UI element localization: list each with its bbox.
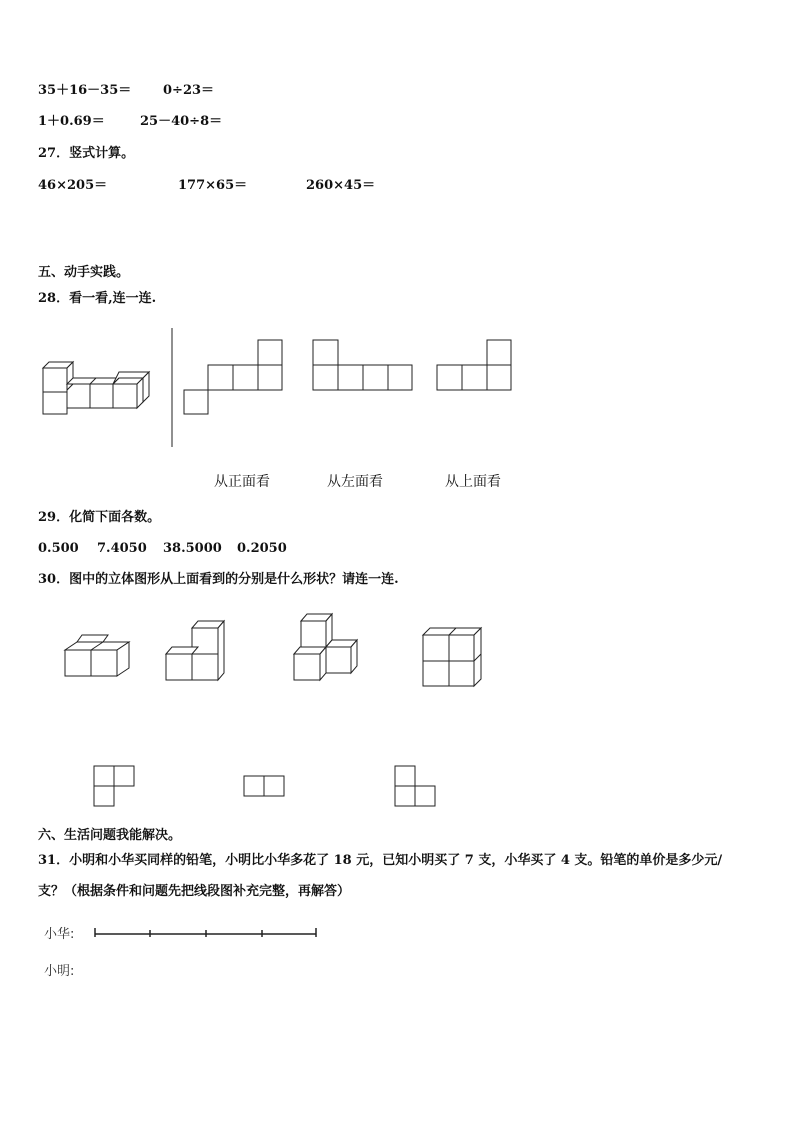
q29-title: 29．化简下面各数。	[38, 510, 161, 525]
q30-solid-3	[294, 614, 357, 680]
q29-num-2: 7.4050	[97, 541, 147, 556]
q30-shape-2	[244, 776, 284, 796]
calc-2b: 25－40÷8＝	[140, 114, 223, 129]
q27-item-2: 177×65＝	[178, 178, 248, 193]
view-top-label: 从上面看	[445, 474, 501, 490]
section5-heading: 五、动手实践。	[38, 265, 130, 280]
calc-1a: 35＋16－35＝	[38, 83, 132, 98]
q29-num-1: 0.500	[38, 541, 79, 556]
q30-shape-3	[395, 766, 435, 806]
q28-view-1	[184, 340, 282, 414]
view-front-label: 从正面看	[214, 474, 270, 490]
q28-view-3	[437, 340, 511, 390]
q30-solid-4	[423, 628, 481, 686]
q28-solid-figure	[43, 362, 149, 414]
calc-1b: 0÷23＝	[163, 83, 215, 98]
q30-title: 30．图中的立体图形从上面看到的分别是什么形状？请连一连.	[38, 572, 399, 587]
section6-heading: 六、生活问题我能解决。	[38, 828, 182, 843]
q28-title: 28．看一看,连一连.	[38, 291, 157, 306]
q30-shape-1	[94, 766, 134, 806]
q30-solid-2	[166, 621, 224, 680]
view-left-label: 从左面看	[327, 474, 383, 490]
label-xiaoming: 小明:	[44, 964, 75, 979]
q28-view-2	[313, 340, 412, 390]
xiaohua-segment	[95, 928, 316, 937]
q29-num-4: 0.2050	[237, 541, 287, 556]
q31-line2: 支？（根据条件和问题先把线段图补充完整，再解答）	[38, 884, 351, 899]
calc-2a: 1＋0.69＝	[38, 114, 105, 129]
label-xiaohua: 小华:	[44, 927, 75, 942]
q31-line1: 31．小明和小华买同样的铅笔，小明比小华多花了 18 元，已知小明买了 7 支，小华买了 4 支。铅笔的单价是多少元/	[38, 853, 723, 868]
q27-item-3: 260×45＝	[306, 178, 376, 193]
q30-solid-1	[65, 635, 129, 676]
q27-title: 27．竖式计算。	[38, 146, 135, 161]
q29-num-3: 38.5000	[163, 541, 222, 556]
q27-item-1: 46×205＝	[38, 178, 108, 193]
